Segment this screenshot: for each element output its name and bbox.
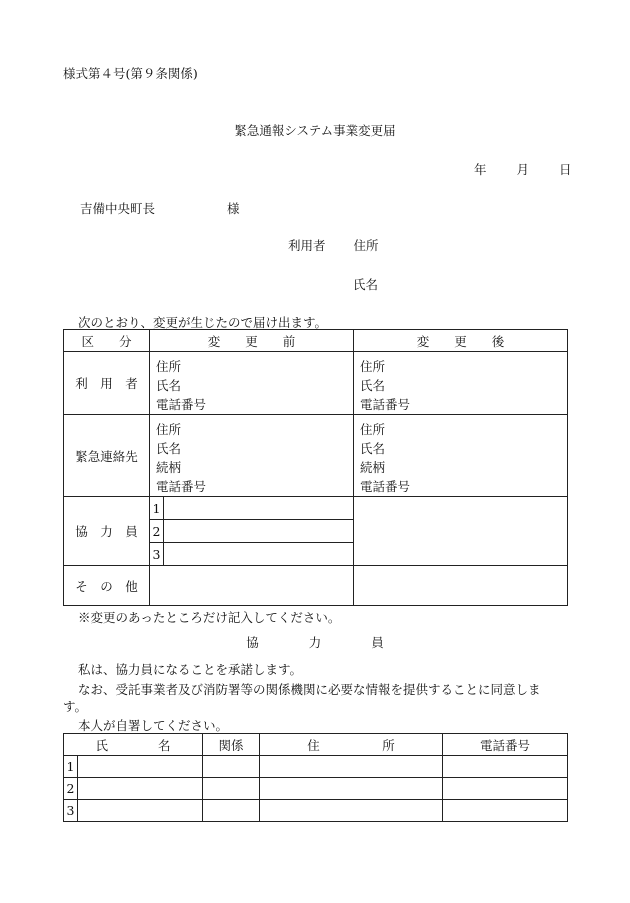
name-cell[interactable] [78,756,203,778]
field-label: 氏名 [360,441,386,456]
user-after-cell[interactable] [354,352,568,415]
address-label: 住所 [353,238,379,253]
user-before-cell[interactable] [150,352,354,415]
col-address-header: 住 所 [260,734,443,756]
relation-cell[interactable] [203,800,260,822]
form-number: 様式第４号(第９条関係) [63,66,198,81]
cooperator-title: 協 力 員 [246,635,384,650]
user-label: 利 用 者 [64,352,150,415]
cooperator-number: 2 [150,520,164,543]
col-category-header: 区 分 [64,330,150,352]
cooperator-cell[interactable] [164,543,354,566]
consent-information-text: なお、受託事業者及び消防署等の関係機関に必要な情報を提供することに同意しま [78,682,541,697]
applicant-name: 氏名 [353,277,379,292]
field-label: 住所 [360,422,386,437]
field-label: 電話番号 [360,479,411,494]
row-number: 3 [64,800,78,822]
col-relation-header: 関係 [203,734,260,756]
name-cell[interactable] [78,800,203,822]
table-row [64,778,568,800]
field-label: 続柄 [360,460,386,475]
field-label: 氏名 [156,378,182,393]
field-label: 氏名 [360,378,386,393]
self-sign-instruction: 本人が自署してください。 [78,718,229,733]
change-table [63,329,568,606]
phone-cell[interactable] [443,778,568,800]
row-number: 1 [64,756,78,778]
field-label: 住所 [360,359,386,374]
cooperator-number: 1 [150,497,164,520]
emergency-after-cell[interactable] [354,415,568,497]
intro-text: 次のとおり、変更が生じたので届け出ます。 [78,315,328,330]
field-label: 住所 [156,422,182,437]
applicant-address [288,236,379,254]
col-before-header: 変 更 前 [150,330,354,352]
phone-cell[interactable] [443,756,568,778]
table-row [64,756,568,778]
col-name-header: 氏 名 [64,734,203,756]
field-label: 電話番号 [156,479,207,494]
cooperator-table [63,733,568,822]
note: ※変更のあったところだけ記入してください。 [78,610,341,625]
field-label: 電話番号 [156,397,207,412]
consent-information-text-cont: す。 [63,699,88,714]
other-before-cell[interactable] [150,566,354,606]
address-cell[interactable] [260,778,443,800]
relation-cell[interactable] [203,756,260,778]
field-label: 続柄 [156,460,182,475]
address-cell[interactable] [260,800,443,822]
cooperator-cell[interactable] [164,520,354,543]
date-line [474,160,572,178]
date-year: 年 [474,162,487,177]
addressee-suffix: 様 [227,201,240,216]
other-after-cell[interactable] [354,566,568,606]
date-month: 月 [516,162,530,177]
cooperator-cell[interactable] [164,497,354,520]
field-label: 氏名 [156,441,182,456]
cooperator-number: 3 [150,543,164,566]
row-number: 2 [64,778,78,800]
address-cell[interactable] [260,756,443,778]
emergency-before-cell[interactable] [150,415,354,497]
addressee [80,199,240,217]
emergency-label: 緊急連絡先 [64,415,150,497]
date-day: 日 [559,162,572,177]
col-after-header: 変 更 後 [354,330,568,352]
col-phone-header: 電話番号 [443,734,568,756]
field-label: 住所 [156,359,182,374]
applicant-label: 利用者 [288,238,326,253]
cooperator-label: 協 力 員 [64,497,150,566]
table-row [64,800,568,822]
name-cell[interactable] [78,778,203,800]
other-label: そ の 他 [64,566,150,606]
form-title: 緊急通報システム事業変更届 [234,123,396,138]
relation-cell[interactable] [203,778,260,800]
phone-cell[interactable] [443,800,568,822]
cooperator-after-cell[interactable] [354,497,568,566]
consent-text: 私は、協力員になることを承諾します。 [78,662,303,677]
field-label: 電話番号 [360,397,411,412]
addressee-name: 吉備中央町長 [80,201,156,216]
